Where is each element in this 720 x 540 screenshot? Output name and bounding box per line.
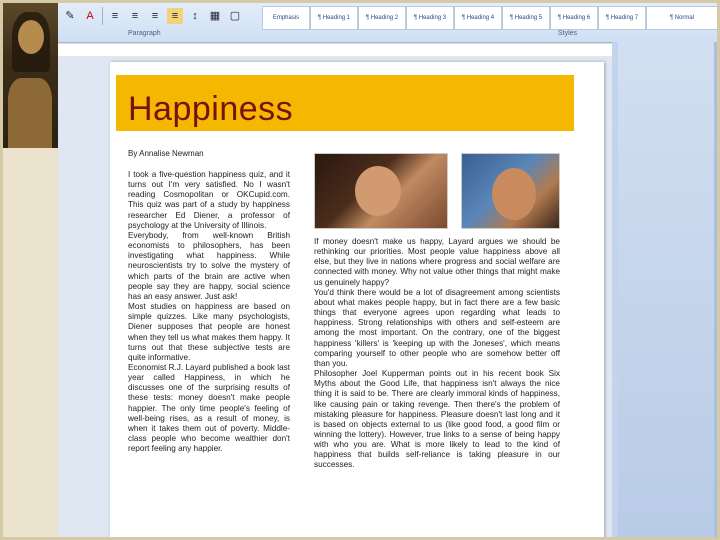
line-spacing-icon[interactable]: ↕: [192, 10, 198, 22]
style-heading-5[interactable]: ¶ Heading 5: [502, 6, 550, 30]
font-color-icon[interactable]: A: [86, 10, 94, 22]
right-panel: [612, 42, 720, 540]
styles-group-label: Styles: [558, 30, 578, 37]
align-center-icon[interactable]: ≡: [131, 10, 139, 22]
style-heading-7[interactable]: ¶ Heading 7: [598, 6, 646, 30]
page-title: Happiness: [128, 90, 294, 128]
painting-face: [18, 20, 44, 54]
photo-face: [492, 168, 536, 220]
ribbon-toolbar: [58, 0, 720, 43]
photo-face: [355, 166, 401, 216]
style-heading-6[interactable]: ¶ Heading 6: [550, 6, 598, 30]
highlight-icon[interactable]: ✎: [65, 10, 75, 22]
smiling-woman-photo: [314, 153, 448, 229]
article-right-column: If money doesn't make us happy, Layard argues we should be rethinking our priorities. Most people value happiness above all else, but they live in nations where progress and social welfare are connected with money. Why not value other things that might make us genuinely happy? You'd think there would be a lot of disagreement among scientists about what makes people happy, but in fact there are a few basic things that everyone agrees upon regarding what leads to happiness. Strong relationships with others and self-esteem are among the most important. On the contrary, one of the biggest happiness 'killers' is 'keeping up with the Joneses', which means comparing yourself to other people who are somehow better off than you. Philosopher Joel Kupperman points out in his recent book Six Myths about the Good Life, that happiness isn't always the nice thing it is said to be. There are clearly immoral kinds of happiness, like causing pain or taking revenge. Then there's the problem of mistaking pleasure for happiness. Pleasure doesn't last long and it is based on objects external to us (like good food, a good film or winning the lottery). However, true links to a sense of being happy with who you are. What is more likely to lead to the kind of happiness that builds self-reliance is taking pleasure in our successes.: [314, 237, 560, 470]
borders-icon[interactable]: ▢: [229, 10, 241, 22]
style-heading-3[interactable]: ¶ Heading 3: [406, 6, 454, 30]
align-left-icon[interactable]: ≡: [111, 10, 119, 22]
shading-icon[interactable]: ▦: [209, 10, 221, 22]
align-right-icon[interactable]: ≡: [151, 10, 159, 22]
panel-inner: [618, 42, 714, 540]
mona-lisa-image: [0, 0, 58, 148]
style-heading-2[interactable]: ¶ Heading 2: [358, 6, 406, 30]
separator: [102, 7, 103, 25]
style-heading-1[interactable]: ¶ Heading 1: [310, 6, 358, 30]
paragraph-group-label: Paragraph: [128, 30, 161, 37]
style-emphasis[interactable]: Emphasis: [262, 6, 310, 30]
relaxed-woman-photo: [461, 153, 560, 229]
painting-body: [8, 78, 52, 148]
justify-icon[interactable]: ≡: [167, 8, 183, 24]
style-normal[interactable]: ¶ Normal: [646, 6, 718, 30]
font-tools: [62, 6, 243, 26]
byline: By Annalise Newman: [128, 149, 204, 158]
style-heading-4[interactable]: ¶ Heading 4: [454, 6, 502, 30]
article-left-column: I took a five-question happiness quiz, and it turns out I'm very satisfied. No I wasn't reading Cosmopolitan or OKCupid.com. This quiz was part of a study by happiness researcher Ed Diener, a professor of psychology at the University of Illinois. Everybody, from well-known British economists to philosophers, has been investigating what happiness. While neuroscientists try to solve the mystery of which parts of the brain are active when people say they are happy, social science has an easy answer. Just ask! Most studies on happiness are based on simple quizzes. Like many psychologists, Diener supposes that people are honest when they tell us what makes them happy. It turns out that these subjective tests are quite informative. Economist R.J. Layard published a book last year called Happiness, in which he discusses one of the surprising results of these tests: money doesn't make people happier. The only time people's feeling of well-being rises, as a result of money, is when it takes them out of poverty. Middle-class people who become wealthier don't report feeling any happier.: [128, 170, 290, 454]
